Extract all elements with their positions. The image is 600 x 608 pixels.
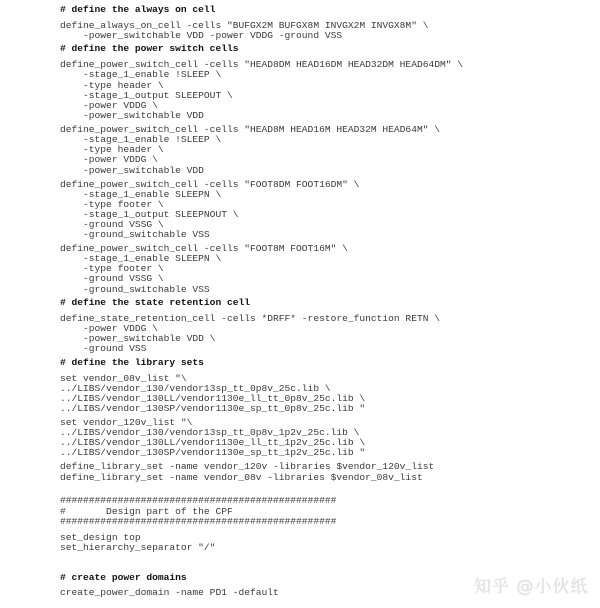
section-comment: # define the power switch cells — [60, 43, 239, 54]
code-line: define_state_retention_cell -cells *DRFF* -restore_function RETN \ — [60, 313, 440, 324]
code-line: -power VDDG \ — [60, 323, 158, 334]
code-line: -power_switchable VDD \ — [60, 333, 216, 344]
code-line: define_library_set -name vendor_120v -libraries $vendor_120v_list — [60, 461, 435, 472]
code-line: -power_switchable VDD -power VDDG -ground VSS — [60, 30, 343, 41]
code-line: -ground VSS — [60, 343, 147, 354]
code-line: -stage_1_enable SLEEPN \ — [60, 189, 222, 200]
code-line: -type header \ — [60, 80, 164, 91]
code-line: ################################################ — [60, 516, 337, 527]
code-line: set vendor_08v_list "\ — [60, 373, 187, 384]
code-line: ../LIBS/vendor_130SP/vendor1130e_sp_tt_0p8v_25c.lib " — [60, 403, 366, 414]
code-line: define_power_switch_cell -cells "HEAD8M HEAD16M HEAD32M HEAD64M" \ — [60, 124, 440, 135]
code-line: set vendor_120v_list "\ — [60, 417, 193, 428]
code-line: -type header \ — [60, 144, 164, 155]
code-line: define_power_switch_cell -cells "HEAD8DM HEAD16DM HEAD32DM HEAD64DM" \ — [60, 59, 464, 70]
section-comment: # define the state retention cell — [60, 297, 250, 308]
code-line: # Design part of the CPF — [60, 506, 233, 517]
code-line: -ground VSSG \ — [60, 273, 164, 284]
code-line: -power VDDG \ — [60, 100, 158, 111]
section-comment: # define the library sets — [60, 357, 204, 368]
code-line: -type footer \ — [60, 199, 164, 210]
code-line: set_design top — [60, 532, 141, 543]
code-line: -ground_switchable VSS — [60, 229, 210, 240]
code-line: -stage_1_enable SLEEPN \ — [60, 253, 222, 264]
code-line: -stage_1_output SLEEPNOUT \ — [60, 209, 239, 220]
section-comment: # define the always on cell — [60, 4, 216, 15]
code-line: ../LIBS/vendor_130/vendor13sp_tt_0p8v_25c.lib \ — [60, 383, 331, 394]
code-line: ../LIBS/vendor_130SP/vendor1130e_sp_tt_1p2v_25c.lib " — [60, 447, 366, 458]
code-line: -stage_1_enable !SLEEP \ — [60, 69, 222, 80]
code-line: -stage_1_output SLEEPOUT \ — [60, 90, 233, 101]
code-line: -ground VSSG \ — [60, 219, 164, 230]
code-line: ../LIBS/vendor_130LL/vendor1130e_ll_tt_1p2v_25c.lib \ — [60, 437, 366, 448]
code-line: -power_switchable VDD — [60, 110, 204, 121]
code-line: -power VDDG \ — [60, 154, 158, 165]
code-line: set_hierarchy_separator "/" — [60, 542, 216, 553]
code-line: -type footer \ — [60, 263, 164, 274]
zhihu-watermark: 知乎 @小伙纸 — [474, 577, 589, 597]
code-line: -stage_1_enable !SLEEP \ — [60, 134, 222, 145]
code-line: define_always_on_cell -cells "BUFGX2M BUFGX8M INVGX2M INVGX8M" \ — [60, 20, 429, 31]
code-line: ../LIBS/vendor_130LL/vendor1130e_ll_tt_0p8v_25c.lib \ — [60, 393, 366, 404]
code-line: ../LIBS/vendor_130/vendor13sp_tt_0p8v_1p2v_25c.lib \ — [60, 427, 360, 438]
code-line: define_power_switch_cell -cells "FOOT8M FOOT16M" \ — [60, 243, 348, 254]
section-comment: # create power domains — [60, 572, 187, 583]
code-line: -power_switchable VDD — [60, 165, 204, 176]
code-line: define_power_switch_cell -cells "FOOT8DM FOOT16DM" \ — [60, 179, 360, 190]
code-line: -ground_switchable VSS — [60, 284, 210, 295]
code-line: define_library_set -name vendor_08v -libraries $vendor_08v_list — [60, 472, 423, 483]
code-line: ################################################ — [60, 495, 337, 506]
code-line: create_power_domain -name PD1 -default — [60, 587, 279, 598]
